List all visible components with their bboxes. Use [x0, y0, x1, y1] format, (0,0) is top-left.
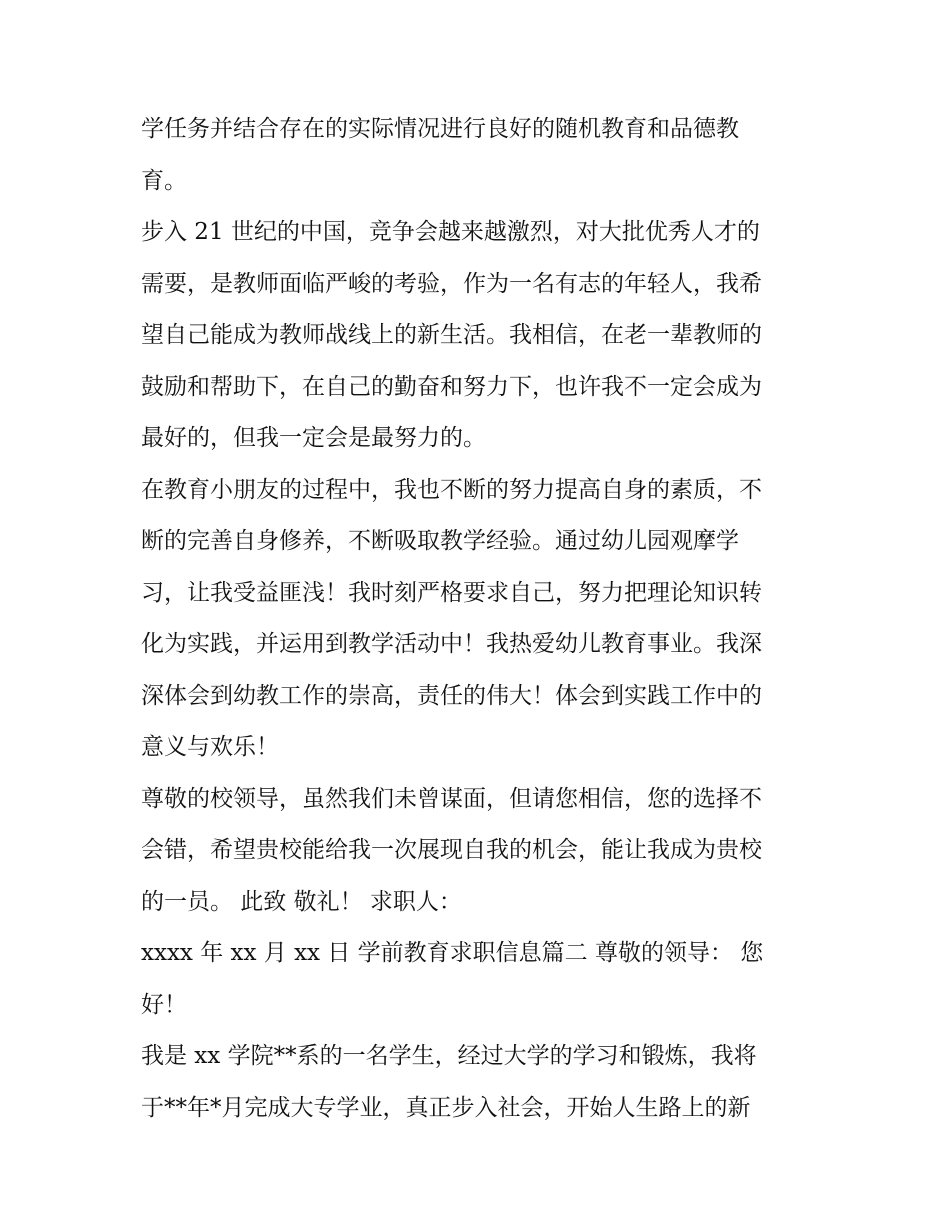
text-line-10: 习，让我受益匪浅！我时刻严格要求自己，努力把理论知识转: [141, 579, 762, 606]
text-line-19: 我是 xx 学院**系的一名学生，经过大学的学习和锻炼，我将: [141, 1043, 757, 1069]
text-line-13: 意义与欢乐！: [141, 734, 279, 760]
text-line-18: 好！: [141, 991, 187, 1018]
text-line-15: 会错，希望贵校能给我一次展现自我的机会，能让我成为贵校: [141, 837, 762, 863]
text-line-14: 尊敬的校领导，虽然我们未曾谋面，但请您相信，您的选择不: [141, 785, 762, 812]
text-line-9: 断的完善自身修养，不断吸取教学经验。通过幼儿园观摩学: [141, 528, 739, 554]
text-line-17: xxxx 年 xx 月 xx 日 学前教育求职信息篇二 尊敬的领导： 您: [141, 940, 764, 966]
text-line-5: 望自己能成为教师战线上的新生活。我相信，在老一辈教师的: [141, 322, 762, 348]
text-line-16: 的一员。 此致 敬礼！ 求职人：: [141, 888, 462, 915]
text-line-4: 需要，是教师面临严峻的考验，作为一名有志的年轻人，我希: [141, 270, 762, 297]
text-line-6: 鼓励和帮助下，在自己的勤奋和努力下，也许我不一定会成为: [141, 373, 762, 400]
text-line-20: 于**年*月完成大专学业，真正步入社会，开始人生路上的新: [141, 1094, 751, 1121]
text-line-11: 化为实践，并运用到教学活动中！我热爱幼儿教育事业。我深: [141, 631, 762, 657]
text-line-3: 步入 21 世纪的中国，竞争会越来越激烈，对大批优秀人才的: [141, 219, 760, 245]
text-line-1: 学任务并结合存在的实际情况进行良好的随机教育和品德教: [141, 116, 739, 142]
text-line-8: 在教育小朋友的过程中，我也不断的努力提高自身的素质，不: [141, 476, 762, 503]
text-line-7: 最好的，但我一定会是最努力的。: [141, 425, 486, 451]
body-text: [141, 104, 821, 1134]
text-line-12: 深体会到幼教工作的崇高，责任的伟大！体会到实践工作中的: [141, 682, 762, 709]
text-line-2: 育。: [141, 167, 187, 194]
